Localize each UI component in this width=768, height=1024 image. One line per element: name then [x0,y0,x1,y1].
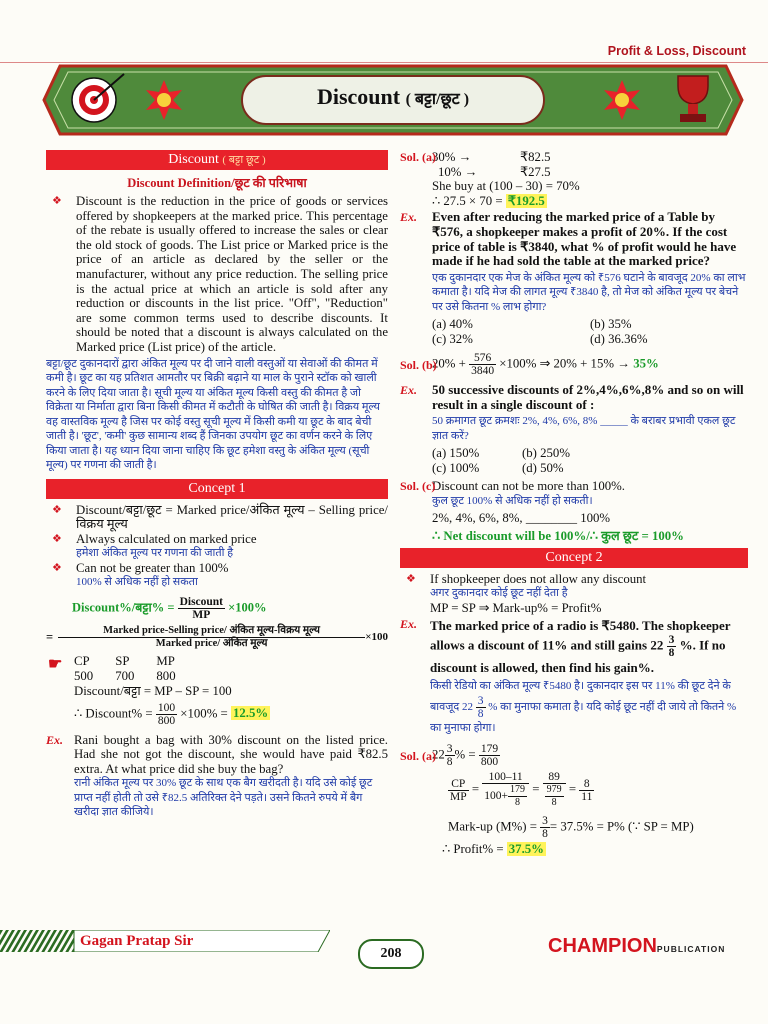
solution-3: Sol. (c) Discount can not be more than 100%. कुल छूट 100% से अधिक नहीं हो सकती। 2%, 4%, 6%, 8%, ________ 100% ∴ Net discount will be 100%/∴ कुल छूट = 100% [400,479,684,544]
concept-1-bar: Concept 1 [46,479,388,499]
example-table-block [46,654,388,727]
cp-sp-mp-table: CP SP MP 500 700 800 [74,653,176,683]
hand-pointer-icon: ☛ [48,655,63,673]
concept1-bullet-3: ❖ Can not be greater than 100% [46,561,388,576]
solution-1: Sol. (a) 30% → ₹82.5 10% → ₹27.5 She buy at (100 – 30) = 70% ∴ 27.5 × 70 = ₹192.5 [400,150,580,208]
example-1: Ex. Rani bought a bag with 30% discount on the listed price. Had she not got the discount, she would have paid ₹82.5 extra. At what price did she buy the bag? रानी अंकित मूल्य पर 30% छूट के साथ एक बैग खरीदती है। यदि उसे कोई छूट प्राप्त नहीं होती तो उसे ₹82.5 अतिरिक्त देने पड़ते। उसने कितने रुपये में बैग खरीदा ज्ञात कीजिये। [46,732,388,819]
author-name: Gagan Pratap Sir [80,933,194,949]
solution-2: Sol. (b) 20% + $\frac{576}{3840}$ ×100% ⇒ 20% + 15% → 35% [400,352,659,378]
concept1-bullet-3-hindi: 100% से अधिक नहीं हो सकता [76,576,198,589]
definition-heading: Discount Definition/छूट की परिभाषा [127,176,307,190]
section-tag: Profit & Loss, Discount [607,44,746,58]
definition-english: ❖ Discount is the reduction in the price of goods or services offered by shopkeepers at the marked price. This percentage of the rebate is usually offered to increase the sales or clear the old stock of goods. The List price or Marked price is the price of an article as declared by the seller or the manufacturer, without any price reduction. The selling price is the actual price at which an article is sold after any reduction or discounts in the list price. "Off", "Reduction" are some common terms used to describe discounts. It should be noted that a discount is always calculated on the Marked price (List price) of the article. [46,194,388,355]
page-number: 208 [358,939,424,969]
discount-percent-formula: Discount%/बट्टा% = $\frac{\text{Discount}}{MP}$ ×100% [72,595,267,621]
example-2-english: Even after reducing the marked price of a Table by ₹576, a shopkeeper makes a profit of 20%. If the cost price of table is ₹3840, what % of profit would he have made if he had sold the table at the marked price? [432,209,737,269]
discount-percent-calc: ∴ Discount% = $\frac{100}{800}$ ×100% = 12.5% [74,701,269,727]
publisher-logo: CHAMPIONPUBLICATION [548,935,726,957]
example-3: Ex. 50 successive discounts of 2%,4%,6%,8% and so on will result in a single discount of : 50 क्रमागत छूट क्रमशः 2%, 4%, 6%, 8% _____ के बराबर प्रभावी एकल छूट ज्ञात करें? (a) 150% (b) 250% (c) 100% (d) 50% [400,382,744,475]
concept2-bullet-1: ❖ If shopkeeper does not allow any discount [400,572,748,587]
concept1-bullet-2: ❖ Always calculated on marked price [46,532,388,547]
discount-calc: Discount/बट्टा = MP – SP = 100 [74,683,232,698]
page-title: Discount ( बट्टा/छूट ) [316,84,470,109]
example-4: Ex. The marked price of a radio is ₹5480. The shopkeeper allows a discount of 11% and still gains 22 $\frac{3}{8}$ %. If no discount is allowed, then find his gain%. किसी रेडियो का अंकित मूल्य ₹5480 है। दुकानदार इस पर 11% की छूट देने के बावजूद 22 $\frac{3}{8}$ % का मुनाफा कमाता है। यदि कोई छूट नहीं दी जाये तो कितने % का मुनाफा होगा। [400,617,737,735]
right-column: Sol. (a) 30% → ₹82.5 10% → ₹27.5 She buy at (100 – 30) = 70% ∴ 27.5 × 70 = ₹192.5 Ex. Even after reducing the marked price of a Table by ₹576, a shopkeeper makes a profit of 20%. If the cost price of table is ₹3840, what % of profit would he have made if he had sold the table at the marked price? एक दुकानदार एक मेज के अंकित मूल्य को ₹576 घटाने के बावजूद 20% का लाभ कमाता है। यदि मेज की लागत मूल्य ₹3840 है, तो मेज को अंकित मूल्य पर बेचने पर उसे कितना % लाभ होगा? (a) 40% (b) 35% (c) 32% (d) 36.36% Sol. (b) 20% + $\frac{576}{3840}$ ×100% ⇒ 20% + 15% → 35% Ex. 50 successive discounts of 2%,4%,6%,8% and so on will result in a single discount of : 50 क्रमागत छूट क्रमशः 2%, 4%, 6%, 8% _____ के बराबर प्रभावी एकल छूट ज्ञात करें? (a) 150% (b) 250% (c) 100% (d) 50% Sol. (c) Discount can not be more than 100%. कुल छूट 100% से अधिक नहीं हो सकती। 2%, 4%, 6%, 8%, ________ 100% ∴ Net discount will be 100%/∴ कुल छूट = 100% Concept 2 ❖ If shopkeeper does not allow any discount अगर दुकानदार कोई छूट नहीं देता है MP = SP ⇒ Mark-up% = Profit% Ex. The marked price of a radio is ₹5480. The shopkeeper allows a discount of 11% and still gains 22 $\frac{3}{8}$ %. If no discount is allowed, then find his gain%. किसी रेडियो का अंकित मूल्य ₹5480 है। दुकानदार इस पर 11% की छूट देने के बावजूद 22 $\frac{3}{8}$ % का मुनाफा कमाता है। यदि कोई छूट नहीं दी जाये तो कितने % का मुनाफा होगा। Sol. (a) 22 $\frac{3}{8}$ % = $\frac{179}{800}$ $\frac{CP}{MP}$ = 100–11 100+ $\frac{179}{8}$ = $\frac{89}{\frac{979}{8}}$ = $\frac{8}{11}$ Mark-up (M%) = $\frac{3}{8}$ = 37.5% = P% (∵ SP = MP) ∴ Profit% = 37.5% [400,150,748,857]
example-2: Ex. Even after reducing the marked price of a Table by ₹576, a shopkeeper makes a profit of 20%. If the cost price of table is ₹3840, what % of profit would he have made if he had sold the table at the marked price? एक दुकानदार एक मेज के अंकित मूल्य को ₹576 घटाने के बावजूद 20% का लाभ कमाता है। यदि मेज की लागत मूल्य ₹3840 है, तो मेज को अंकित मूल्य पर बेचने पर उसे कितना % लाभ होगा? (a) 40% (b) 35% (c) 32% (d) 36.36% [400,210,748,346]
example-1-hindi: रानी अंकित मूल्य पर 30% छूट के साथ एक बैग खरीदती है। यदि उसे कोई छूट प्राप्त नहीं होती तो उसे ₹82.5 अतिरिक्त देने पड़ते। उसने कितने रुपये में बैग खरीदा ज्ञात कीजिये। [74,777,373,819]
concept1-bullet-2-hindi: हमेशा अंकित मूल्य पर गणना की जाती है [76,547,234,560]
concept1-bullet-1: ❖ Discount/बट्टा/छूट = Marked price/अंकित मूल्य – Selling price/विक्रय मूल्य [46,503,388,532]
discount-section-bar: Discount ( बट्टा छूट ) [46,150,388,170]
example-1-english: Rani bought a bag with 30% discount on the listed price. Had she not got the discount, she would have paid ₹82.5 extra. At what price did she buy the bag? [74,732,388,776]
left-column [46,150,388,820]
concept-2-bar: Concept 2 [400,548,748,568]
definition-hindi: बट्टा/छूट दुकानदारों द्वारा अंकित मूल्य पर दी जाने वाली वस्तुओं या सेवाओं की कीमत में कमी है। छूट का यह प्रतिशत आमतौर पर बिक्री बढ़ाने या माल के पुराने स्टॉक को खाली करने के लिए दिया जाता है। सूची मूल्य या अंकित मूल्य किसी वस्तु की कीमत है जो विक्रेता या निर्माता द्वारा बिना किसी कीमत में कटौती के घोषित की जाती है। विक्रय मूल्य वह वास्तविक मूल्य है जिस पर कोई वस्तु सूची मूल्य में किसी कमी या छूट के बाद बेची जाती है। 'छूट', 'कमी' कुछ सामान्य शब्द हैं जिनका उपयोग छूट का वर्णन करने के लिए किया जाता है। यह ध्यान दिया जाना चाहिए कि छूट हमेशा वस्तु के अंकित मूल्य (सूची मूल्य) पर गणना की जाती है। [46,357,380,472]
title-banner [42,62,744,138]
example-2-hindi: एक दुकानदार एक मेज के अंकित मूल्य को ₹576 घटाने के बावजूद 20% का लाभ कमाता है। यदि मेज की लागत मूल्य ₹3840 है, तो मेज को अंकित मूल्य पर बेचने पर उसे कितना % लाभ होगा? [432,271,746,313]
solution-4: Sol. (a) 22 $\frac{3}{8}$ % = $\frac{179}{800}$ $\frac{CP}{MP}$ = 100–11 100+ $\frac{179}{8}$ = $\frac{89}{\frac{979}{8}}$ = $\frac{8}{11}$ Mark-up (M%) = $\frac{3}{8}$ = 37.5% = P% (∵ SP = MP) ∴ Profit% = 37.5% [400,743,694,857]
discount-percent-formula-2: = $\frac{\text{Marked price-Selling price/ अंकित मूल्य-विक्रय मूल्य}}{\text{Marked price/ अंकित मूल्य}}$ ×100 [46,624,388,649]
